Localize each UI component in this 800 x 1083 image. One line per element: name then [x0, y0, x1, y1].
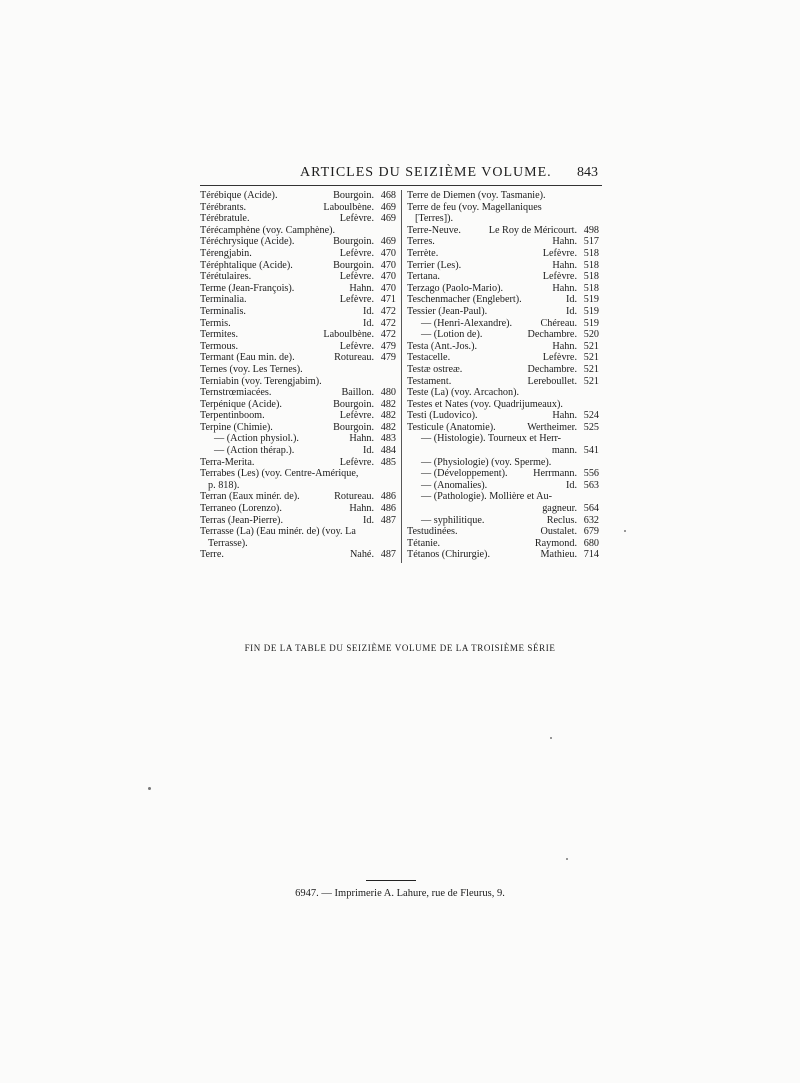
- index-entry: [407, 538, 599, 550]
- index-entry: [407, 283, 599, 295]
- entry-page-number: 469: [380, 236, 396, 248]
- index-entry: [200, 387, 396, 399]
- scan-speck: [566, 858, 568, 860]
- entry-page-number: 479: [380, 352, 396, 364]
- entry-page-number: 498: [583, 224, 599, 236]
- entry-author: Bourgoin.: [333, 398, 374, 410]
- running-header: [200, 165, 602, 186]
- entry-heading: Terzago (Paolo-Mario).: [407, 282, 504, 294]
- index-entry: [407, 364, 599, 376]
- entry-page-number: 563: [583, 479, 599, 491]
- page-title: ARTICLES DU SEIZIÈME VOLUME.: [300, 165, 552, 180]
- entry-heading: Termites.: [200, 329, 239, 341]
- entry-heading: Terrier (Les).: [407, 259, 462, 271]
- index-entry: [407, 515, 599, 527]
- entry-heading: Testes et Nates (voy. Quadrijumeaux).: [407, 398, 563, 410]
- entry-heading: — syphilitique.: [421, 514, 485, 526]
- entry-page-number: 556: [583, 468, 599, 480]
- entry-author: Lefèvre.: [542, 352, 577, 364]
- entry-page-number: 521: [583, 352, 599, 364]
- index-entry: [200, 260, 396, 272]
- entry-heading: Térébrants.: [200, 201, 247, 213]
- entry-author: Id.: [565, 294, 577, 306]
- index-entry: [407, 306, 599, 318]
- index-entry: [407, 352, 599, 364]
- entry-heading: Terpénique (Acide).: [200, 398, 282, 410]
- index-entry: [407, 236, 599, 248]
- index-entry: [200, 271, 396, 283]
- entry-author: Raymond.: [534, 537, 577, 549]
- entry-heading: — (Pathologie). Mollière et Au-: [421, 491, 552, 503]
- entry-author: Rotureau.: [334, 491, 374, 503]
- entry-heading: Terrabes (Les) (voy. Centre-Amérique,: [200, 468, 359, 480]
- end-of-table-note: FIN DE LA TABLE DU SEIZIÈME VOLUME DE LA TROISIÈME SÉRIE: [244, 643, 556, 653]
- entry-author: Bourgoin.: [333, 421, 374, 433]
- index-entry: [407, 329, 599, 341]
- entry-page-number: 632: [583, 514, 599, 526]
- entry-author: Lefèvre.: [339, 410, 374, 422]
- entry-author: Hahn.: [552, 282, 577, 294]
- entry-heading: Térengjabin.: [200, 247, 252, 259]
- index-column-left: [200, 190, 396, 561]
- entry-page-number: 472: [380, 317, 396, 329]
- index-column-right: [407, 190, 599, 561]
- entry-heading: Térébratule.: [200, 213, 250, 225]
- entry-heading: Tertana.: [407, 271, 440, 283]
- entry-heading: Terres.: [407, 236, 435, 248]
- entry-heading: Terrète.: [407, 247, 439, 259]
- entry-continuation: p. 818).: [208, 479, 240, 491]
- entry-author: Hahn.: [552, 259, 577, 271]
- entry-page-number: 519: [583, 294, 599, 306]
- entry-author: Id.: [362, 514, 374, 526]
- index-entry: [407, 503, 599, 515]
- entry-page-number: 482: [380, 398, 396, 410]
- entry-page-number: 519: [583, 305, 599, 317]
- entry-heading: Terpentinboom.: [200, 410, 265, 422]
- entry-page-number: 525: [583, 421, 599, 433]
- index-entry: [200, 283, 396, 295]
- entry-page-number: 470: [380, 259, 396, 271]
- entry-author: Laboulbène.: [323, 201, 374, 213]
- index-entry: [200, 433, 396, 445]
- entry-heading: Terme (Jean-François).: [200, 282, 295, 294]
- entry-page-number: 480: [380, 387, 396, 399]
- footer-rule: [366, 880, 416, 881]
- entry-page-number: 524: [583, 410, 599, 422]
- index-entry: [200, 248, 396, 260]
- entry-author: Lefèvre.: [339, 456, 374, 468]
- entry-author: Hahn.: [349, 282, 374, 294]
- entry-continuation: Terrasse).: [208, 537, 248, 549]
- entry-author: Baillon.: [341, 387, 374, 399]
- entry-author: Lefèvre.: [339, 271, 374, 283]
- entry-heading: Ternes (voy. Les Ternes).: [200, 363, 303, 375]
- entry-page-number: 470: [380, 271, 396, 283]
- entry-heading: Téréphtalique (Acide).: [200, 259, 293, 271]
- index-entry: [407, 271, 599, 283]
- index-entry: [407, 387, 599, 399]
- entry-author: Lefèvre.: [339, 340, 374, 352]
- index-entry: [200, 329, 396, 341]
- index-entry: [407, 248, 599, 260]
- entry-page-number: 679: [583, 526, 599, 538]
- index-entry: [407, 294, 599, 306]
- entry-heading: Téréchrysique (Acide).: [200, 236, 295, 248]
- printer-imprint: 6947. — Imprimerie A. Lahure, rue de Fleurus, 9.: [295, 888, 505, 899]
- index-entry: [407, 410, 599, 422]
- entry-heading: Termant (Eau min. de).: [200, 352, 295, 364]
- entry-heading: Terrasse (La) (Eau minér. de) (voy. La: [200, 526, 356, 538]
- entry-author: Id.: [362, 445, 374, 457]
- index-entry: [200, 445, 396, 457]
- index-entry: [200, 364, 396, 376]
- entry-page-number: 714: [583, 549, 599, 561]
- column-divider: [401, 190, 402, 563]
- entry-page-number: 487: [380, 514, 396, 526]
- entry-page-number: 485: [380, 456, 396, 468]
- entry-author: Bourgoin.: [333, 236, 374, 248]
- scan-speck: [148, 787, 151, 790]
- index-entry: [200, 225, 396, 237]
- entry-author: Bourgoin.: [333, 190, 374, 201]
- index-entry: [200, 318, 396, 330]
- entry-heading: Terre-Neuve.: [407, 224, 461, 236]
- entry-page-number: 483: [380, 433, 396, 445]
- index-entry: [407, 202, 599, 214]
- entry-author: Lereboullet.: [527, 375, 577, 387]
- entry-author: Mathieu.: [540, 549, 577, 561]
- entry-heading: Terraneo (Lorenzo).: [200, 503, 282, 515]
- entry-page-number: 487: [380, 549, 396, 561]
- entry-author: Lefèvre.: [339, 247, 374, 259]
- entry-heading: Termis.: [200, 317, 231, 329]
- index-entry: [407, 260, 599, 272]
- index-entry: [407, 399, 599, 411]
- entry-author: Chéreau.: [540, 317, 577, 329]
- entry-page-number: 472: [380, 305, 396, 317]
- index-entry: [407, 341, 599, 353]
- entry-heading: Testacelle.: [407, 352, 451, 364]
- entry-page-number: 469: [380, 201, 396, 213]
- entry-page-number: 518: [583, 282, 599, 294]
- entry-heading: — (Henri-Alexandre).: [421, 317, 513, 329]
- scan-speck: [624, 530, 626, 532]
- entry-heading: — (Développement).: [421, 468, 508, 480]
- index-entry: [407, 225, 599, 237]
- index-entry: [200, 526, 396, 538]
- index-entry: [200, 190, 396, 202]
- index-entry: [200, 503, 396, 515]
- entry-author: Le Roy de Méricourt.: [488, 224, 577, 236]
- entry-page-number: 470: [380, 247, 396, 259]
- index-entry: [407, 445, 599, 457]
- entry-heading: — (Lotion de).: [421, 329, 483, 341]
- entry-heading: Terniabin (voy. Terengjabim).: [200, 375, 322, 387]
- entry-heading: Terra-Merita.: [200, 456, 255, 468]
- entry-page-number: 468: [380, 190, 396, 201]
- entry-heading: Terre de Diemen (voy. Tasmanie).: [407, 190, 546, 201]
- entry-heading: — (Anomalies).: [421, 479, 488, 491]
- entry-author: Hahn.: [349, 433, 374, 445]
- entry-page-number: 486: [380, 491, 396, 503]
- entry-page-number: 564: [583, 503, 599, 515]
- index-entry: [200, 491, 396, 503]
- entry-heading: Terre de feu (voy. Magellaniques: [407, 201, 542, 213]
- entry-author: Hahn.: [552, 410, 577, 422]
- index-entry: [407, 422, 599, 434]
- entry-heading: — (Physiologie) (voy. Sperme).: [421, 456, 552, 468]
- entry-heading: Testicule (Anatomie).: [407, 421, 496, 433]
- entry-page-number: 482: [380, 410, 396, 422]
- index-entry: [407, 457, 599, 469]
- entry-author: Dechambre.: [527, 329, 577, 341]
- index-entry: [407, 190, 599, 202]
- index-entry: [200, 294, 396, 306]
- entry-author: Bourgoin.: [333, 259, 374, 271]
- entry-author: Id.: [362, 305, 374, 317]
- entry-heading: Terpine (Chimie).: [200, 421, 273, 433]
- entry-author: Oustalet.: [540, 526, 577, 538]
- entry-author: Hahn.: [349, 503, 374, 515]
- entry-page-number: 482: [380, 421, 396, 433]
- entry-page-number: 470: [380, 282, 396, 294]
- entry-page-number: 520: [583, 329, 599, 341]
- index-entry: [200, 422, 396, 434]
- entry-page-number: 521: [583, 363, 599, 375]
- entry-author: Hahn.: [552, 236, 577, 248]
- entry-page-number: 541: [583, 445, 599, 457]
- entry-author: Herrmann.: [533, 468, 577, 480]
- entry-heading: — (Histologie). Tourneux et Herr-: [421, 433, 562, 445]
- index-entry: [200, 549, 396, 561]
- index-entry: [407, 491, 599, 503]
- entry-author: Wertheimer.: [527, 421, 577, 433]
- entry-author: Dechambre.: [527, 363, 577, 375]
- entry-author: mann.: [551, 445, 577, 457]
- entry-heading: Testi (Ludovico).: [407, 410, 478, 422]
- entry-page-number: 471: [380, 294, 396, 306]
- entry-page-number: 518: [583, 259, 599, 271]
- entry-heading: Térécamphène (voy. Camphène).: [200, 224, 336, 236]
- entry-heading: Térétulaires.: [200, 271, 252, 283]
- entry-heading: Ternstrœmiacées.: [200, 387, 272, 399]
- index-entry: [200, 457, 396, 469]
- entry-heading: Térébique (Acide).: [200, 190, 278, 201]
- index-entry: [407, 433, 599, 445]
- entry-author: Lefèvre.: [339, 294, 374, 306]
- entry-heading: — (Action thérap.).: [214, 445, 295, 457]
- entry-author: Laboulbène.: [323, 329, 374, 341]
- entry-heading: Terminalis.: [200, 305, 246, 317]
- entry-page-number: 518: [583, 271, 599, 283]
- entry-heading: Teschenmacher (Englebert).: [407, 294, 522, 306]
- entry-heading: Teste (La) (voy. Arcachon).: [407, 387, 520, 399]
- index-entry: [200, 213, 396, 225]
- index-entry: [200, 341, 396, 353]
- entry-author: Id.: [565, 479, 577, 491]
- entry-heading: Termous.: [200, 340, 239, 352]
- index-entry: [407, 480, 599, 492]
- index-entry: [200, 306, 396, 318]
- scan-speck: [550, 737, 552, 739]
- index-entry: [407, 549, 599, 561]
- entry-page-number: 484: [380, 445, 396, 457]
- index-entry: [200, 468, 396, 480]
- entry-page-number: 680: [583, 537, 599, 549]
- index-entry: [200, 399, 396, 411]
- entry-page-number: 521: [583, 340, 599, 352]
- entry-author: Lefèvre.: [339, 213, 374, 225]
- entry-author: Reclus.: [546, 514, 577, 526]
- index-entry: [200, 515, 396, 527]
- index-entry: [407, 468, 599, 480]
- entry-author: Hahn.: [552, 340, 577, 352]
- entry-heading: Terre.: [200, 549, 224, 561]
- index-entry: [407, 526, 599, 538]
- entry-author: Id.: [565, 305, 577, 317]
- entry-author: Lefèvre.: [542, 247, 577, 259]
- index-entry: [200, 352, 396, 364]
- entry-page-number: 469: [380, 213, 396, 225]
- entry-heading: — (Action physiol.).: [214, 433, 299, 445]
- entry-author: Nahé.: [349, 549, 374, 561]
- entry-heading: Tessier (Jean-Paul).: [407, 305, 488, 317]
- entry-page-number: 479: [380, 340, 396, 352]
- entry-page-number: 519: [583, 317, 599, 329]
- entry-author: gagneur.: [542, 503, 577, 515]
- entry-author: Lefèvre.: [542, 271, 577, 283]
- entry-heading: Terras (Jean-Pierre).: [200, 514, 284, 526]
- index-entry: [200, 410, 396, 422]
- entry-heading: Terran (Eaux minér. de).: [200, 491, 300, 503]
- entry-author: Id.: [362, 317, 374, 329]
- entry-heading: Terminalia.: [200, 294, 247, 306]
- entry-heading: Testa (Ant.-Jos.).: [407, 340, 478, 352]
- index-entry: [200, 376, 396, 388]
- page-number: 843: [577, 165, 598, 180]
- entry-page-number: 517: [583, 236, 599, 248]
- entry-heading: Testament.: [407, 375, 452, 387]
- entry-page-number: 521: [583, 375, 599, 387]
- entry-page-number: 486: [380, 503, 396, 515]
- entry-heading: Tétanos (Chirurgie).: [407, 549, 490, 561]
- entry-page-number: 472: [380, 329, 396, 341]
- entry-continuation: [Terres]).: [415, 213, 454, 225]
- index-entry: [407, 318, 599, 330]
- entry-author: Rotureau.: [334, 352, 374, 364]
- index-entry: [200, 236, 396, 248]
- entry-heading: Testæ ostreæ.: [407, 363, 463, 375]
- entry-page-number: 518: [583, 247, 599, 259]
- index-entry: [200, 202, 396, 214]
- entry-heading: Tétanie.: [407, 537, 441, 549]
- index-entry: [407, 376, 599, 388]
- entry-heading: Testudinées.: [407, 526, 458, 538]
